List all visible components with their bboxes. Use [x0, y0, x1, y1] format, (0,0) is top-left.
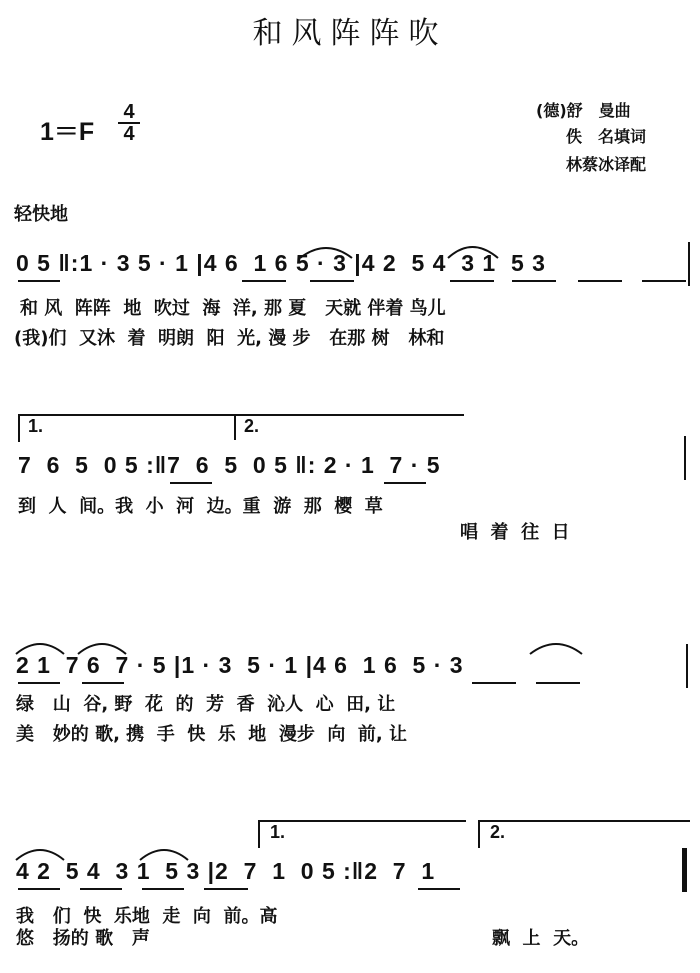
volta-bracket-2 [234, 414, 236, 440]
lyric-verse-1: 到 人 间。我 小 河 边。重 游 那 樱 草 [18, 496, 383, 517]
key-signature: 1＝F [40, 118, 95, 146]
lyricist-credit: 佚 名填词 [566, 127, 647, 146]
lyric-verse-1: 我 们 快 乐地 走 向 前。高 [16, 906, 278, 927]
volta-1-label: 1. [28, 416, 44, 436]
lyric-verse-1: 和 风 阵阵 地 吹过 海 洋, 那 夏 天就 伴着 鸟儿 [20, 298, 446, 319]
beam [384, 482, 426, 484]
beam [536, 682, 580, 684]
final-bar-line [682, 848, 687, 892]
music-system-1 [0, 238, 700, 388]
beam [642, 280, 686, 282]
volta-2-label: 2. [244, 416, 260, 436]
music-system-4 [0, 818, 700, 968]
beam [418, 888, 460, 890]
bar-line [684, 436, 686, 480]
music-system-3 [0, 636, 700, 786]
beam [242, 280, 286, 282]
page-title: 和风阵阵吹 [252, 16, 448, 51]
lyric-verse-1: 绿 山 谷, 野 花 的 芳 香 沁人 心 田, 让 [16, 694, 396, 715]
lyric-verse-2-ending: 飘 上 天。 [492, 928, 590, 949]
time-sig-bottom: 4 [118, 122, 140, 144]
time-signature [118, 102, 140, 144]
beam [18, 682, 60, 684]
beam [170, 482, 212, 484]
lyric-verse-2: 唱 着 往 日 [460, 522, 570, 543]
tempo-marking: 轻快地 [14, 204, 68, 225]
notes-line: 4 2 5 4 3 1 5 3 |2 7 1 0 5 :‖2 7 1 [16, 858, 436, 884]
volta-bracket-1 [18, 414, 464, 442]
lyric-verse-2: 美 妙的 歌, 携 手 快 乐 地 漫步 向 前, 让 [16, 724, 408, 745]
beam [80, 888, 122, 890]
volta-1-label: 1. [270, 822, 286, 842]
notes-line: 0 5 ‖:1 · 3 5 · 1 |4 6 1 6 5 · 3 |4 2 5 4 3 1 5 3 [16, 250, 546, 276]
translator-credit: 林蔡冰译配 [566, 155, 647, 174]
beam [204, 888, 248, 890]
beam [18, 280, 60, 282]
lyric-verse-2: 悠 扬的 歌 声 [16, 928, 150, 949]
bar-line [686, 644, 688, 688]
volta-2-label: 2. [490, 822, 506, 842]
time-sig-top: 4 [123, 101, 135, 123]
beam [578, 280, 622, 282]
music-system-2 [0, 400, 700, 550]
beam [450, 280, 494, 282]
bar-line [688, 242, 690, 286]
beam [512, 280, 556, 282]
beam [82, 682, 124, 684]
notes-line: 7 6 5 0 5 :‖7 6 5 0 5 ‖: 2 · 1 7 · 5 [18, 452, 441, 478]
beam [310, 280, 354, 282]
lyric-verse-2: (我)们 又沐 着 明朗 阳 光, 漫 步 在那 树 林和 [14, 328, 445, 349]
notes-line: 2 1 7 6 7 · 5 |1 · 3 5 · 1 |4 6 1 6 5 · 3 [16, 652, 464, 678]
beam [142, 888, 184, 890]
beam [18, 888, 60, 890]
volta-bracket-2 [478, 820, 690, 848]
composer-credit: (德)舒 曼曲 [536, 101, 631, 120]
volta-bracket-1 [258, 820, 466, 848]
beam [472, 682, 516, 684]
